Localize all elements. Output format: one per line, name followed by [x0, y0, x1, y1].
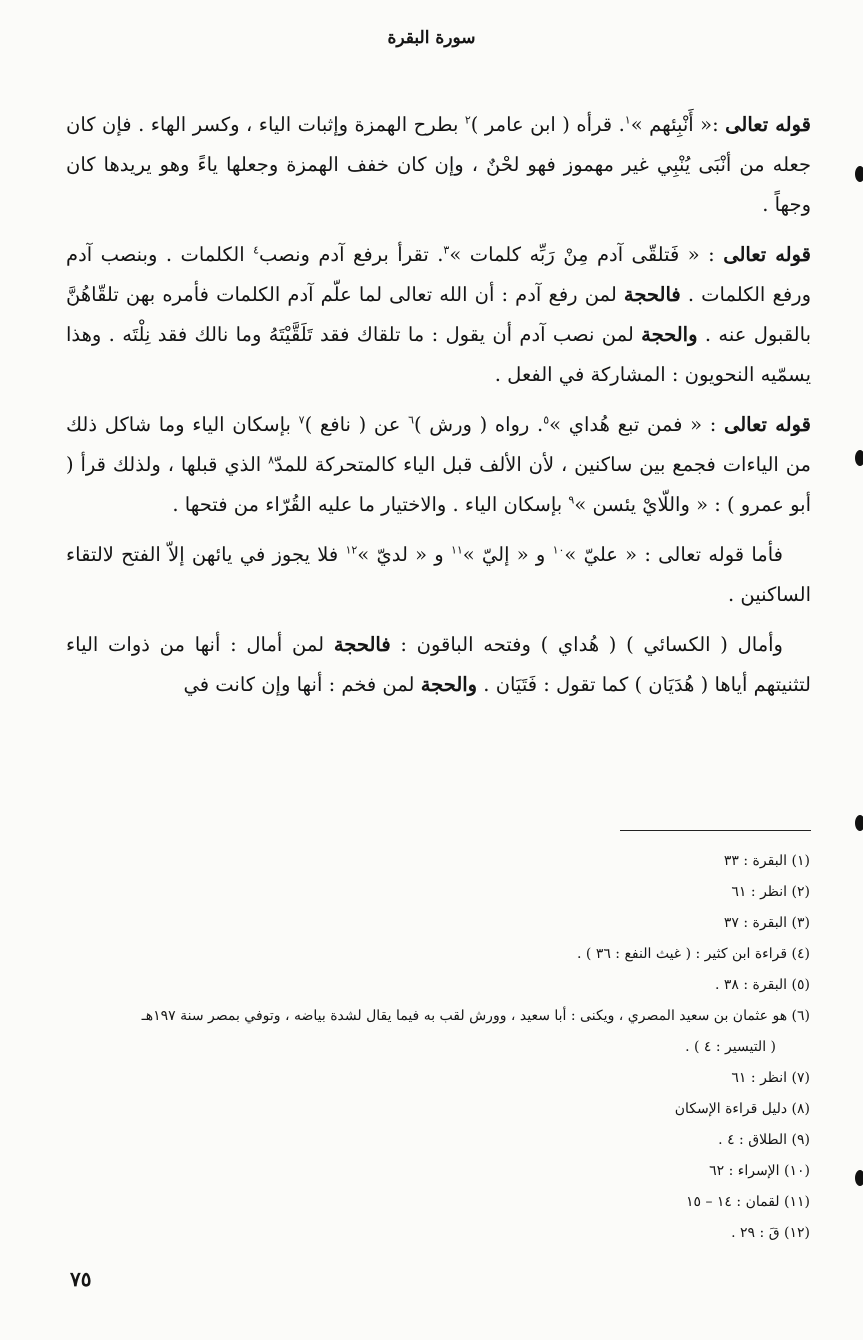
footnote-continuation: ( التيسير : ٤ ) . — [685, 1039, 776, 1055]
footnote-item — [60, 1218, 810, 1249]
footnote-item — [60, 1156, 810, 1187]
footnote-text: هو عثمان بن سعيد المصري ، ويكنى : أبا سعيد ، وورش لقب به فيما يقال لشدة بياضه ، وتوفي بمصر سنة ١٩٧هـ — [141, 1008, 788, 1024]
footnote-item — [60, 939, 810, 970]
text-segment: عن ( نافع ) — [304, 413, 409, 436]
footnote-item — [60, 1001, 810, 1032]
paragraph — [66, 235, 811, 395]
footnote-ref[interactable]: ٧ — [298, 413, 305, 427]
paragraph — [66, 625, 811, 705]
footnote-text: البقرة : ٣٣ — [723, 853, 788, 869]
text-segment: الكلمات . وبنصب آدم ورفع الكلمات . — [66, 243, 811, 306]
footnote-item — [60, 1063, 810, 1094]
footnote-text: انظر : ٦١ — [731, 884, 788, 900]
text-segment: فأما قوله تعالى : « عليّ » — [564, 543, 783, 566]
footnote-ref[interactable]: ٤ — [253, 243, 260, 257]
text-segment: لمن نصب آدم أن يقول : ما تلقاك فقد تَلَقَّيْتَهُ وما نالك فقد نِلْتَه . وهذا يسمّيه النحويون : المشاركة في الفعل . — [66, 323, 811, 386]
paragraph — [66, 405, 811, 525]
running-header: سورة البقرة — [387, 28, 476, 48]
footnote-number: (٥) — [791, 977, 810, 993]
verse-intro: قوله تعالى — [723, 243, 811, 266]
footnote-item — [60, 970, 810, 1001]
text-segment: بإسكان الياء . والاختيار ما عليه القُرّاء من فتحها . — [172, 493, 569, 516]
text-segment: لمن أمال : أنها من ذوات الياء لتثنيتهم أياها ( هُدَيَان ) كما تقول : فَتَيَان . — [66, 633, 811, 696]
footnote-item — [60, 877, 810, 908]
text-segment: فلا يجوز في يائهن إلاّ الفتح لالتقاء الساكنين . — [66, 543, 811, 606]
footnote-ref[interactable]: ٦ — [408, 413, 414, 427]
binding-hole-mark — [855, 1170, 863, 1186]
footnote-number: (١٢) — [784, 1225, 810, 1241]
footnote-text: البقرة : ٣٨ . — [714, 977, 788, 993]
footnote-number: (٤) — [791, 946, 810, 962]
argument-heading: والحجة — [641, 323, 698, 346]
footnote-item — [60, 1094, 810, 1125]
footnote-number: (٨) — [791, 1101, 810, 1117]
paragraph — [66, 535, 811, 615]
binding-hole-mark — [855, 815, 863, 831]
footnote-ref[interactable]: ٥ — [543, 413, 550, 427]
argument-heading: والحجة — [420, 673, 478, 696]
footnote-number: (٣) — [791, 915, 810, 931]
footnote-item — [60, 846, 810, 877]
footnote-item — [60, 1125, 810, 1156]
footnote-ref[interactable]: ٩ — [568, 493, 575, 507]
binding-hole-mark — [855, 166, 863, 182]
footnote-item — [60, 1187, 810, 1218]
footnote-ref[interactable]: ١٠ — [552, 543, 565, 557]
text-segment: . تقرأ برفع آدم ونصب — [259, 243, 444, 266]
footnote-ref[interactable]: ١٢ — [345, 543, 358, 557]
text-segment: و « إليّ » — [462, 543, 553, 566]
verse-intro: قوله تعالى — [725, 113, 811, 136]
page-number: ٧٥ — [70, 1267, 92, 1291]
footnote-text: انظر : ٦١ — [731, 1070, 788, 1086]
paragraph — [66, 105, 811, 225]
binding-hole-mark — [855, 450, 863, 466]
argument-heading: فالحجة — [623, 283, 681, 306]
footnote-number: (٦) — [791, 1008, 810, 1024]
footnote-number: (١) — [791, 853, 810, 869]
footnote-text: الطلاق : ٤ . — [718, 1132, 788, 1148]
footnote-ref[interactable]: ٣ — [443, 243, 450, 257]
verse-quote: : « فمن تبع هُداي » — [549, 413, 717, 436]
verse-quote: : « فَتلقّى آدم مِنْ رَبِّه كلمات » — [449, 243, 715, 266]
footnote-text: قراءة ابن كثير : ( غيث النفع : ٣٦ ) . — [577, 946, 788, 962]
footnote-ref[interactable]: ٢ — [464, 113, 471, 127]
footnote-text: البقرة : ٣٧ — [723, 915, 788, 931]
text-segment: لمن رفع آدم : أن الله تعالى لما علّم آدم الكلمات فأمره بهن تلقّاهُنَّ بالقبول عنه . — [66, 283, 811, 346]
footnote-item — [60, 908, 810, 939]
footnote-number: (٧) — [791, 1070, 810, 1086]
text-segment: . قرأه ( ابن عامر ) — [470, 113, 625, 136]
footnote-divider — [620, 830, 811, 831]
argument-heading: فالحجة — [333, 633, 391, 656]
footnote-text: قَ : ٢٩ . — [731, 1225, 780, 1241]
footnote-number: (٩) — [791, 1132, 810, 1148]
footnote-number: (٢) — [791, 884, 810, 900]
footnote-ref[interactable]: ١١ — [450, 543, 463, 557]
footnote-ref[interactable]: ٨ — [268, 453, 274, 467]
text-segment: لمن فخم : أنها وإن كانت في — [183, 673, 421, 696]
text-segment: و « لديّ » — [357, 543, 451, 566]
text-segment: الذي قبلها ، ولذلك قرأ ( أبو عمرو ) : « واللّايْ يئسن » — [66, 453, 811, 516]
footnote-text: دليل قراءة الإسكان — [674, 1101, 788, 1117]
footnotes — [60, 846, 810, 1249]
main-text — [66, 105, 811, 715]
footnote-text: الإسراء : ٦٢ — [709, 1163, 780, 1179]
footnote-text: لقمان : ١٤ – ١٥ — [685, 1194, 780, 1210]
footnote-ref[interactable]: ١ — [624, 113, 631, 127]
verse-quote: :« أَنْبِئهم » — [630, 113, 719, 136]
text-segment: . رواه ( ورش ) — [413, 413, 544, 436]
text-segment: وأمال ( الكسائي ) ( هُداي ) وفتحه الباقون : — [400, 633, 783, 656]
verse-intro: قوله تعالى — [723, 413, 811, 436]
footnote-number: (١١) — [784, 1194, 810, 1210]
text-segment: بإسكان الياء وما شاكل ذلك من الياءات فجمع بين ساكنين ، لأن الألف قبل الياء كالمتحركة للمدّ — [66, 413, 811, 476]
text-segment: بطرح الهمزة وإثبات الياء ، وكسر الهاء . فإن كان جعله من أنْبَى يُنْبِي غير مهموز فهو لحْنٌ ، وإن كان خفف الهمزة وجعلها ياءً وهو يريدها كان وجهاً . — [66, 113, 811, 216]
footnote-number: (١٠) — [784, 1163, 810, 1179]
